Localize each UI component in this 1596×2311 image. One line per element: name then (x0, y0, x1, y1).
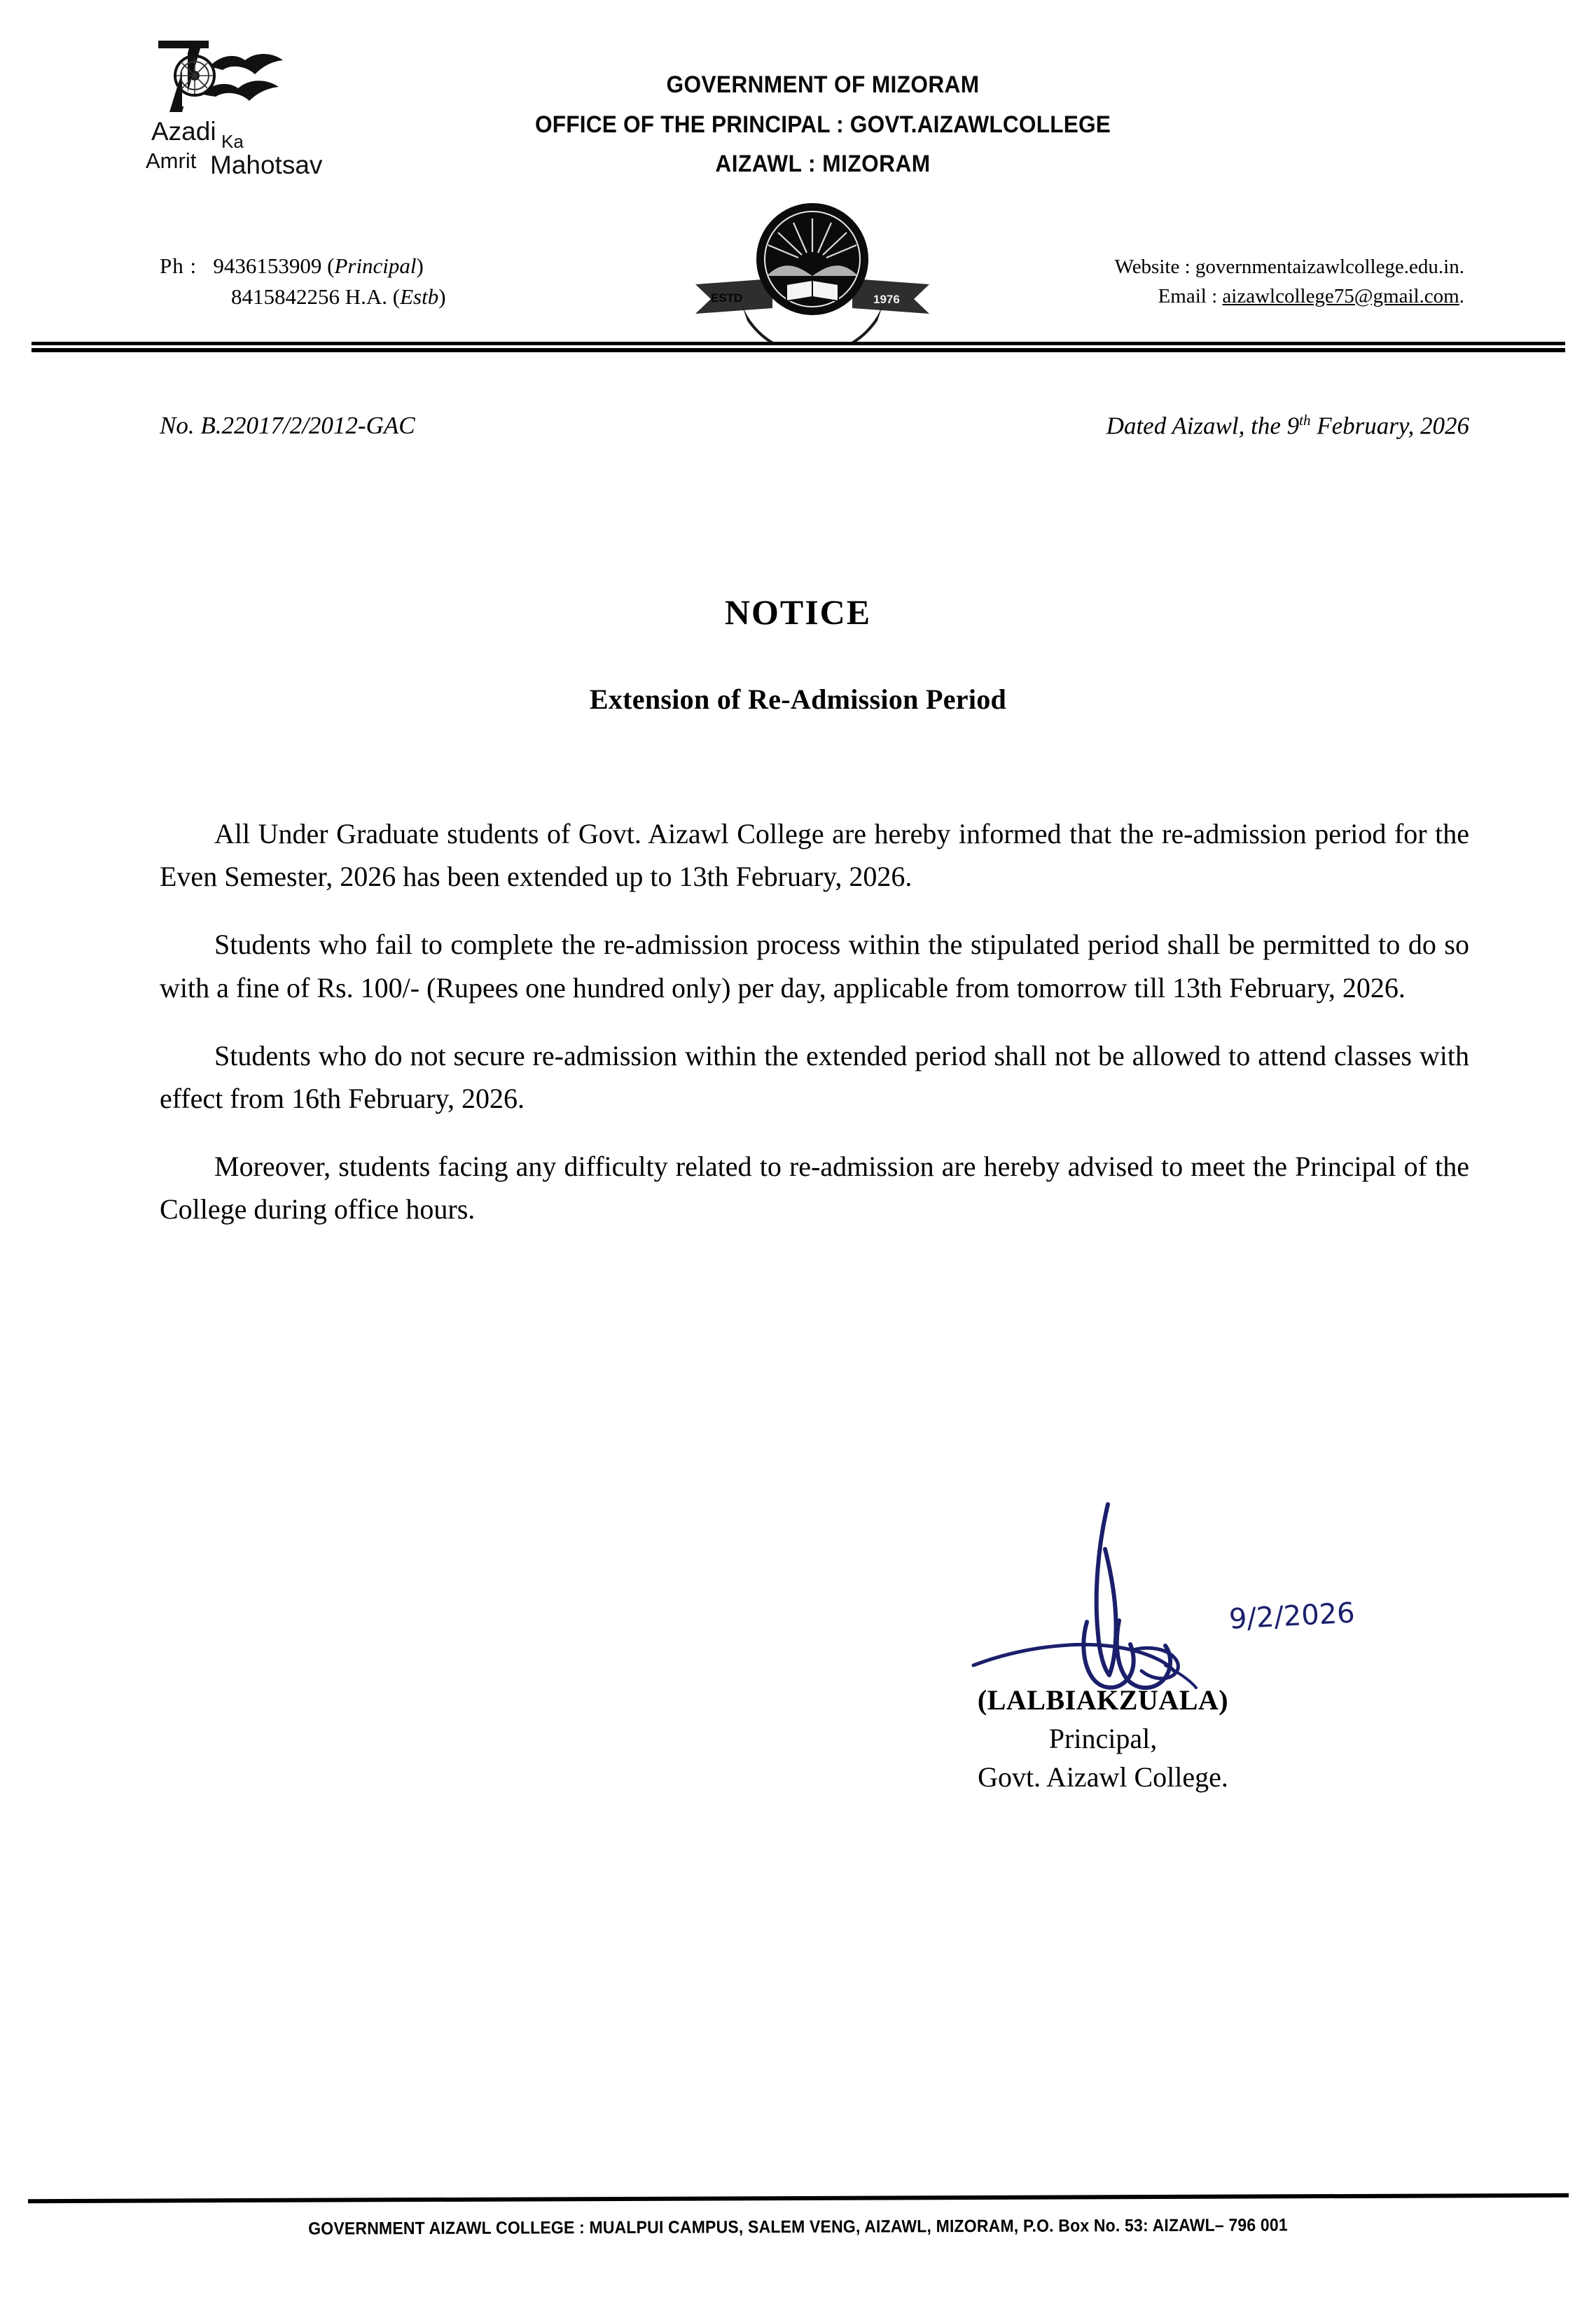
phone-estb-row: 8415842256 H.A. (Estb) (231, 284, 446, 310)
org-line-government: GOVERNMENT OF MIZORAM (666, 71, 980, 98)
footer (0, 2184, 1596, 2268)
handwritten-date: 9/2/2026 (1228, 1597, 1356, 1636)
web-contact-block (1115, 252, 1464, 311)
phone-principal-number: 9436153909 (213, 254, 322, 278)
footer-divider (28, 2193, 1569, 2203)
phone-principal-row: Ph : 9436153909 (Principal) (160, 254, 424, 278)
phone-estb-role: Estb (400, 284, 439, 310)
phone-contact-block (160, 251, 446, 312)
svg-text:Mahotsav: Mahotsav (210, 151, 323, 179)
letterhead (0, 0, 1596, 350)
email-label: Email : (1158, 285, 1218, 308)
email-link[interactable]: aizawlcollege75@gmail.com (1222, 285, 1459, 308)
notice-body (160, 812, 1469, 1231)
handwritten-signature-icon (931, 1485, 1478, 1709)
header-divider (32, 342, 1565, 352)
body-paragraph-4: Moreover, students facing any difficulty related to re-admission are hereby advised to meet the Principal of the College during office hours. (160, 1151, 1469, 1226)
date-suffix: February, 2026 (1310, 412, 1469, 440)
email-row: Email : aizawlcollege75@gmail.com. (1158, 285, 1464, 308)
body-paragraph-3: Students who do not secure re-admission within the extended period shall not be allowed to attend classes with effect from 16th February, 2026. (160, 1039, 1469, 1114)
svg-text:Amrit: Amrit (146, 148, 197, 173)
svg-text:Azadi: Azadi (151, 117, 216, 146)
document-date (1106, 412, 1469, 440)
college-seal-icon (690, 202, 935, 342)
svg-text:Ka: Ka (221, 131, 244, 152)
reference-number: No. B.22017/2/2012-GAC (160, 412, 415, 439)
signatory-name: (LALBIAKZUALA) (977, 1684, 1229, 1716)
signatory-role: Principal, (1048, 1723, 1158, 1755)
date-prefix: Dated Aizawl, the 9 (1106, 412, 1300, 440)
organisation-heading (392, 70, 1254, 179)
org-line-city: AIZAWL : MIZORAM (715, 151, 931, 177)
phone-label: Ph : (160, 254, 197, 278)
website-value: governmentaizawlcollege.edu.in (1195, 256, 1459, 278)
page-subtitle: Extension of Re-Admission Period (589, 683, 1007, 715)
website-row: Website : governmentaizawlcollege.edu.in. (1114, 256, 1464, 278)
body-paragraph-2: Students who fail to complete the re-admission process within the stipulated period shall be permitted to do so with a fine of Rs. 100/- (Rupees one hundred only) per day, applicable from tomorrow till 13th February, 2026. (160, 929, 1469, 1004)
azadi-ka-amrit-mahotsav-logo-icon (146, 34, 370, 184)
signature-block (823, 1681, 1383, 1797)
phone-estb-number: 8415842256 (231, 284, 340, 310)
phone-estb-prefix: H.A. (345, 284, 388, 310)
body-paragraph-1: All Under Graduate students of Govt. Aizawl College are hereby informed that the re-admission period for the Even Semester, 2026 has been extended up to 13th February, 2026. (160, 818, 1469, 893)
page-title: NOTICE (724, 592, 872, 632)
footer-address: GOVERNMENT AIZAWL COLLEGE : MUALPUI CAMPUS, SALEM VENG, AIZAWL, MIZORAM, P.O. Box No. 53: AIZAWL– 796 001 (308, 2215, 1288, 2239)
svg-text:ESTD: ESTD (711, 291, 743, 305)
org-line-office: OFFICE OF THE PRINCIPAL : GOVT.AIZAWLCOLLEGE (534, 111, 1111, 138)
date-ordinal: th (1299, 412, 1311, 429)
svg-text:1976: 1976 (873, 293, 900, 306)
signatory-organisation: Govt. Aizawl College. (978, 1761, 1228, 1793)
website-label: Website : (1114, 256, 1191, 278)
phone-principal-role: Principal (334, 254, 417, 278)
reference-line (160, 412, 1469, 454)
